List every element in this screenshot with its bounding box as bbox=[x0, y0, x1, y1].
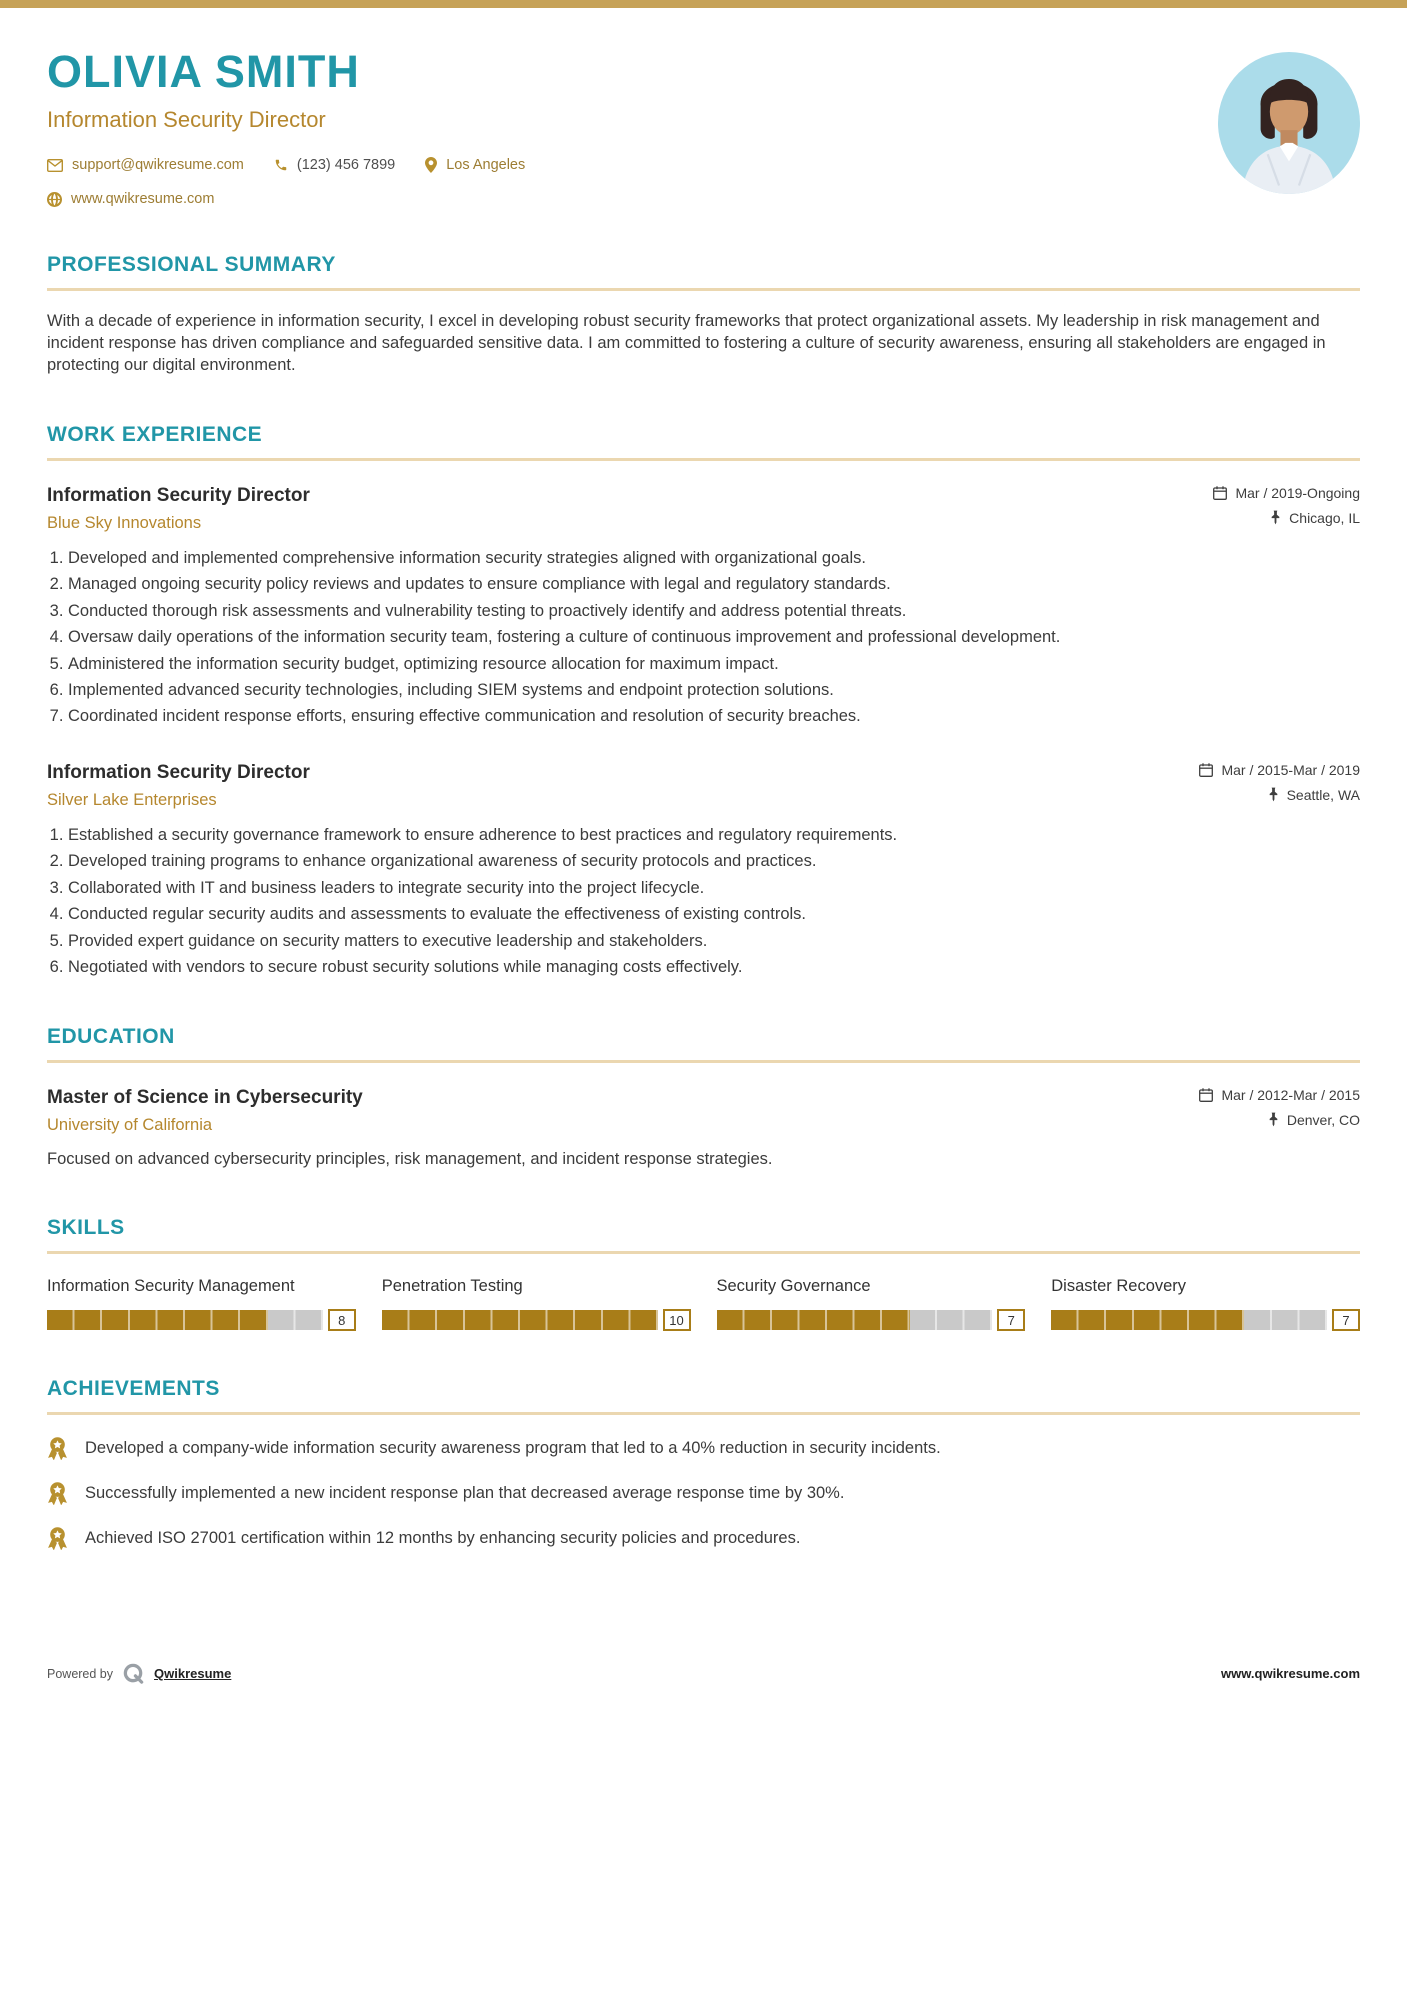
job-head-left bbox=[47, 762, 310, 810]
job-head bbox=[47, 485, 1360, 533]
education-head-left bbox=[47, 1087, 363, 1135]
skill-name: Penetration Testing bbox=[381, 1276, 523, 1295]
job-head-left bbox=[47, 485, 310, 533]
job-location: Chicago, IL bbox=[1289, 509, 1360, 526]
skill-bar bbox=[1051, 1310, 1327, 1330]
achievement-text: Achieved ISO 27001 certification within 12 months by enhancing security policies and procedures. bbox=[85, 1529, 801, 1548]
skill-bar-row bbox=[47, 1309, 356, 1331]
job-bullet: 4. Conducted regular security audits and assessments to evaluate the effectiveness of existing controls. bbox=[68, 904, 1360, 925]
job-bullet: 3. Collaborated with IT and business leaders to integrate security into the project lifecycle. bbox=[68, 878, 1360, 899]
job-bullet-list bbox=[47, 548, 1360, 728]
location-item bbox=[425, 157, 525, 173]
pushpin-icon bbox=[1268, 787, 1279, 802]
calendar-icon bbox=[1199, 1088, 1213, 1102]
resume-page bbox=[0, 8, 1407, 1685]
skill-bar-ticks bbox=[47, 1310, 323, 1330]
achievement-text: Developed a company-wide information security awareness program that led to a 40% reduction in security incidents. bbox=[85, 1439, 941, 1458]
achievements-heading: ACHIEVEMENTS bbox=[47, 1377, 220, 1401]
footer-branding bbox=[47, 1662, 231, 1685]
top-accent-bar bbox=[0, 0, 1407, 8]
section-divider bbox=[47, 458, 1360, 461]
skill-bar bbox=[717, 1310, 993, 1330]
phone-text: (123) 456 7899 bbox=[296, 157, 396, 173]
section-achievements bbox=[47, 1377, 1360, 1550]
job-bullet: 4. Oversaw daily operations of the information security team, fostering a culture of continuous improvement and professional development. bbox=[68, 627, 1360, 648]
website-text: www.qwikresume.com bbox=[71, 191, 215, 207]
footer bbox=[47, 1662, 1360, 1685]
education-entry bbox=[47, 1087, 1360, 1170]
skill-bar-ticks bbox=[717, 1310, 993, 1330]
job-dates-line bbox=[1213, 485, 1360, 501]
skill-name: Information Security Management bbox=[47, 1276, 295, 1295]
skill-bar-row bbox=[717, 1309, 1026, 1331]
header bbox=[47, 8, 1360, 207]
education-dates-line bbox=[1199, 1087, 1360, 1103]
candidate-name: OLIVIA SMITH bbox=[47, 46, 360, 97]
website-row bbox=[47, 191, 525, 207]
achievement-item bbox=[47, 1438, 1360, 1460]
education-head bbox=[47, 1087, 1360, 1135]
powered-by-label: Powered by bbox=[47, 1666, 114, 1681]
location-text: Los Angeles bbox=[446, 157, 526, 173]
job-dates-line bbox=[1199, 762, 1360, 778]
job-bullet: 2. Managed ongoing security policy reviews and updates to ensure compliance with legal and regulatory standards. bbox=[68, 574, 1360, 595]
education-heading: EDUCATION bbox=[47, 1024, 175, 1048]
award-ribbon-icon bbox=[47, 1482, 68, 1505]
skill-bar-ticks bbox=[1051, 1310, 1327, 1330]
summary-heading: PROFESSIONAL SUMMARY bbox=[47, 253, 336, 276]
section-divider bbox=[47, 1251, 1360, 1254]
skill-bar-ticks bbox=[382, 1310, 658, 1330]
job-meta bbox=[1199, 762, 1360, 803]
phone-item bbox=[274, 157, 395, 173]
calendar-icon bbox=[1213, 486, 1227, 500]
education-meta bbox=[1199, 1087, 1360, 1128]
job-bullet: 6. Negotiated with vendors to secure robust security solutions while managing costs effectively. bbox=[68, 957, 1360, 978]
section-summary bbox=[47, 253, 1360, 377]
skill-level-badge: 7 bbox=[997, 1309, 1025, 1331]
profile-photo bbox=[1218, 52, 1360, 194]
job-location: Seattle, WA bbox=[1286, 786, 1360, 803]
skill-level-badge: 7 bbox=[1332, 1309, 1360, 1331]
job-dates: Mar / 2019-Ongoing bbox=[1235, 484, 1360, 501]
achievement-item bbox=[47, 1483, 1360, 1505]
education-school: University of California bbox=[47, 1115, 213, 1134]
footer-website-link[interactable]: www.qwikresume.com bbox=[1221, 1666, 1360, 1682]
job-bullet: 5. Provided expert guidance on security matters to executive leadership and stakeholders. bbox=[68, 931, 1360, 952]
map-pin-icon bbox=[425, 157, 437, 173]
job-bullet-list bbox=[47, 825, 1360, 979]
skill-item bbox=[382, 1276, 691, 1331]
job-meta bbox=[1213, 485, 1360, 526]
skill-name: Disaster Recovery bbox=[1051, 1276, 1187, 1295]
section-divider bbox=[47, 288, 1360, 291]
job-head bbox=[47, 762, 1360, 810]
job-entry bbox=[47, 762, 1360, 979]
education-description: Focused on advanced cybersecurity principles, risk management, and incident response strategies. bbox=[47, 1149, 773, 1168]
section-divider bbox=[47, 1412, 1360, 1415]
job-title: Information Security Director bbox=[47, 761, 310, 783]
job-entry bbox=[47, 485, 1360, 728]
avatar bbox=[1218, 52, 1360, 194]
skills-grid bbox=[47, 1276, 1360, 1331]
skill-name: Security Governance bbox=[716, 1276, 871, 1295]
job-dates: Mar / 2015-Mar / 2019 bbox=[1221, 761, 1360, 778]
job-company: Blue Sky Innovations bbox=[47, 513, 202, 532]
award-ribbon-icon bbox=[47, 1437, 68, 1460]
education-degree: Master of Science in Cybersecurity bbox=[47, 1086, 363, 1108]
education-location-line bbox=[1199, 1112, 1360, 1128]
calendar-icon bbox=[1199, 763, 1213, 777]
skill-item bbox=[47, 1276, 356, 1331]
job-bullet: 5. Administered the information security budget, optimizing resource allocation for maximum impact. bbox=[68, 654, 1360, 675]
award-ribbon-icon bbox=[47, 1527, 68, 1550]
pushpin-icon bbox=[1270, 510, 1281, 525]
website-link[interactable] bbox=[47, 191, 214, 207]
skill-level-badge: 10 bbox=[663, 1309, 691, 1331]
job-bullet: 1. Developed and implemented comprehensive information security strategies aligned with organizational goals. bbox=[68, 548, 1360, 569]
section-education bbox=[47, 1025, 1360, 1170]
skill-level-badge: 8 bbox=[328, 1309, 356, 1331]
pushpin-icon bbox=[1268, 1112, 1279, 1127]
job-bullet: 6. Implemented advanced security technologies, including SIEM systems and endpoint protection solutions. bbox=[68, 680, 1360, 701]
job-title: Information Security Director bbox=[47, 484, 310, 506]
job-company: Silver Lake Enterprises bbox=[47, 790, 217, 809]
section-work-experience bbox=[47, 423, 1360, 979]
skill-item bbox=[717, 1276, 1026, 1331]
summary-text: With a decade of experience in information security, I excel in developing robust security frameworks that protect organizational assets. My leadership in risk management and incident response has driven compliance and safeguarded sensitive data. I am committed to fostering a culture of security awareness, ensuring all stakeholders are engaged in protecting our digital environment. bbox=[47, 312, 1326, 374]
email-link[interactable] bbox=[47, 157, 244, 173]
phone-icon bbox=[274, 158, 288, 172]
education-location: Denver, CO bbox=[1286, 1111, 1360, 1128]
contact-row bbox=[47, 157, 525, 173]
header-identity bbox=[47, 46, 525, 207]
skill-bar bbox=[382, 1310, 658, 1330]
skill-bar-row bbox=[382, 1309, 691, 1331]
skill-bar-row bbox=[1051, 1309, 1360, 1331]
education-dates: Mar / 2012-Mar / 2015 bbox=[1221, 1086, 1360, 1103]
globe-icon bbox=[47, 192, 62, 207]
job-bullet: 1. Established a security governance framework to ensure adherence to best practices and regulatory requirements. bbox=[68, 825, 1360, 846]
section-skills bbox=[47, 1216, 1360, 1331]
candidate-job-title: Information Security Director bbox=[47, 107, 326, 132]
skill-item bbox=[1051, 1276, 1360, 1331]
qwikresume-link[interactable]: Qwikresume bbox=[154, 1666, 232, 1682]
email-text: support@qwikresume.com bbox=[72, 157, 244, 173]
skills-heading: SKILLS bbox=[47, 1215, 125, 1239]
achievement-text: Successfully implemented a new incident response plan that decreased average response time by 30%. bbox=[85, 1484, 845, 1503]
job-location-line bbox=[1199, 787, 1360, 803]
job-location-line bbox=[1213, 510, 1360, 526]
job-bullet: 7. Coordinated incident response efforts, ensuring effective communication and resolution of security breaches. bbox=[68, 706, 1360, 727]
skill-bar bbox=[47, 1310, 323, 1330]
job-bullet: 3. Conducted thorough risk assessments and vulnerability testing to proactively identify and address potential threats. bbox=[68, 601, 1360, 622]
achievement-item bbox=[47, 1528, 1360, 1550]
envelope-icon bbox=[47, 159, 63, 172]
work-heading: WORK EXPERIENCE bbox=[47, 422, 263, 446]
job-bullet: 2. Developed training programs to enhance organizational awareness of security protocols and practices. bbox=[68, 851, 1360, 872]
section-divider bbox=[47, 1060, 1360, 1063]
qwikresume-logo-icon bbox=[122, 1662, 145, 1685]
